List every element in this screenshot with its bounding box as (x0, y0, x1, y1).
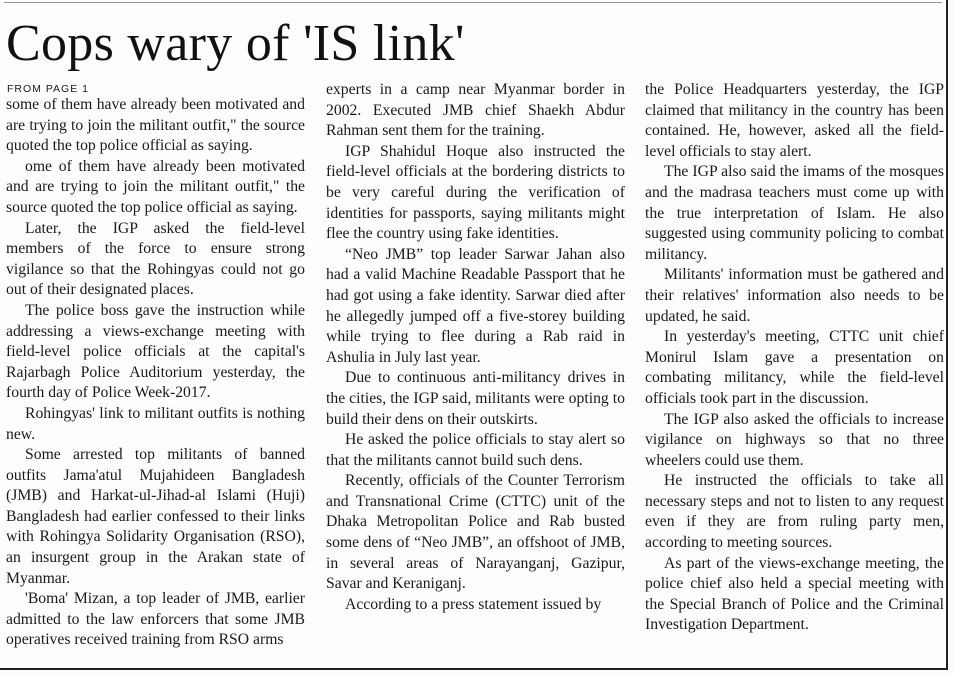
paragraph: Later, the IGP asked the field-level members of the force to ensure strong vigilance so that the Rohingyas could not go out of their designated places. (6, 219, 305, 299)
paragraph: IGP Shahidul Hoque also instructed the field-level officials at the bordering districts to be very careful during the verification of identities for passports, saying militants might flee the country using fake identities. (326, 142, 625, 243)
paragraph: According to a press statement issued by (345, 595, 602, 613)
paragraph: ome of them have already been motivated and are trying to join the militant outfit," the source quoted the top police official as saying. (6, 157, 305, 216)
headline: Cops wary of 'IS link' (6, 15, 465, 72)
article-column-1 (6, 95, 305, 651)
article-column-3 (645, 80, 944, 636)
paragraph: The IGP also said the imams of the mosques and the madrasa teachers must come up with the true interpretation of Islam. He also suggested using community policing to combat militancy. (645, 163, 944, 263)
paragraph: Due to continuous anti-militancy drives in the cities, the IGP said, militants were opting to build their dens on their outskirts. (326, 369, 625, 428)
paragraph: “Neo JMB” top leader Sarwar Jahan also had a valid Machine Readable Passport that he had got using a fake identity. Sarwar died after he allegedly jumped off a five-storey building while trying to flee during a Rab raid in Ashulia in July last year. (326, 245, 625, 366)
paragraph: The police boss gave the instruction while addressing a views-exchange meeting with field-level police officials at the capital's Rajarbagh Police Auditorium yesterday, the fourth day of Police Week-2017. (6, 301, 305, 402)
paragraph: Rohingyas' link to militant outfits is nothing new. (6, 404, 305, 443)
paragraph: As part of the views-exchange meeting, the police chief also held a special meeting with the Special Branch of Police and the Criminal Investigation Department. (645, 554, 944, 634)
article-column-2 (326, 80, 625, 615)
paragraph: He asked the police officials to stay alert so that the militants cannot build such dens. (326, 431, 625, 469)
paragraph: some of them have already been motivated and are trying to join the militant outfit," the source quoted the top police official as saying. (6, 96, 305, 155)
paragraph: The IGP also asked the officials to increase vigilance on highways so that no three wheelers could use them. (645, 410, 944, 469)
paragraph: Militants' information must be gathered and their relatives' information also needs to be updated, he said. (645, 266, 944, 325)
paragraph: In yesterday's meeting, CTTC unit chief Monirul Islam gave a presentation on combating militancy, while the field-level officials took part in the discussion. (645, 328, 944, 407)
page-reference: FROM PAGE 1 (7, 83, 89, 95)
top-rule (4, 2, 942, 3)
paragraph: the Police Headquarters yesterday, the IGP claimed that militancy in the country has been contained. He, however, asked all the field-level officials to stay alert. (645, 81, 944, 160)
paragraph: He instructed the officials to take all necessary steps and not to listen to any request even if they are from ruling party men, according to meeting sources. (645, 472, 944, 552)
paragraph: Recently, officials of the Counter Terrorism and Transnational Crime (CTTC) unit of the Dhaka Metropolitan Police and Rab busted some dens of “Neo JMB”, an offshoot of JMB, in several areas of Narayanganj, Gazipur, Savar and Keraniganj. (326, 472, 625, 593)
paragraph: Some arrested top militants of banned outfits Jama'atul Mujahideen Bangladesh (JMB) and Harkat-ul-Jihad-al Islami (Huji) Bangladesh had earlier confessed to their links with Rohingya Solidarity Organisation (RSO), an insurgent group in the Arakan state of Myanmar. (6, 446, 305, 587)
paragraph: 'Boma' Mizan, a top leader of JMB, earlier admitted to the law enforcers that some JMB operatives received training from RSO arms (6, 590, 305, 649)
paragraph: experts in a camp near Myanmar border in 2002. Executed JMB chief Shaekh Abdur Rahman sent them for the training. (326, 81, 625, 140)
